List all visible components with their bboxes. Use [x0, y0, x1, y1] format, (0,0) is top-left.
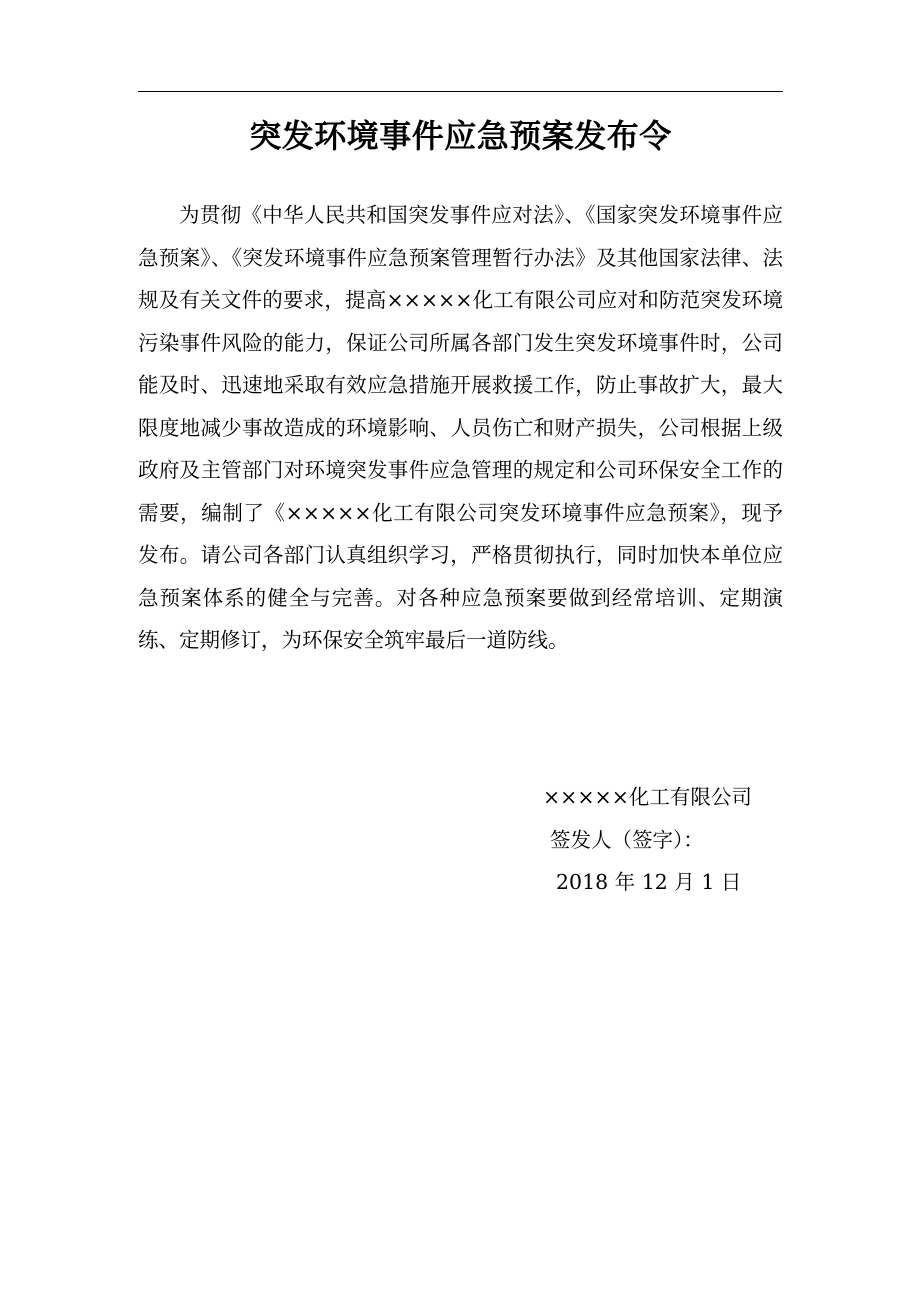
signature-signer: 签发人（签字）：	[550, 828, 704, 852]
document-title: 突发环境事件应急预案发布令	[249, 117, 672, 155]
document-body: 为贯彻《中华人民共和国突发事件应对法》、《国家突发环境事件应急预案》、《突发环境事件应急预案管理暂行办法》及其他国家法律、法规及有关文件的要求，提高×××××化工有限公司应对和防范突发环境污染事件风险的能力，保证公司所属各部门发生突发环境事件时，公司能及时、迅速地采取有效应急措施开展救援工作，防止事故扩大，最大限度地减少事故造成的环境影响、人员伤亡和财产损失，公司根据上级政府及主管部门对环境突发事件应急管理的规定和公司环保安全工作的需要，编制了《×××××化工有限公司突发环境事件应急预案》，现予发布。请公司各部门认真组织学习，严格贯彻执行，同时加快本单位应急预案体系的健全与完善。对各种应急预案要做到经常培训、定期演练、定期修订，为环保安全筑牢最后一道防线。	[138, 203, 783, 652]
signature-company: ×××××化工有限公司	[543, 785, 752, 809]
header-rule	[138, 91, 783, 92]
signature-date: 2018 年 12 月 1 日	[556, 870, 742, 894]
